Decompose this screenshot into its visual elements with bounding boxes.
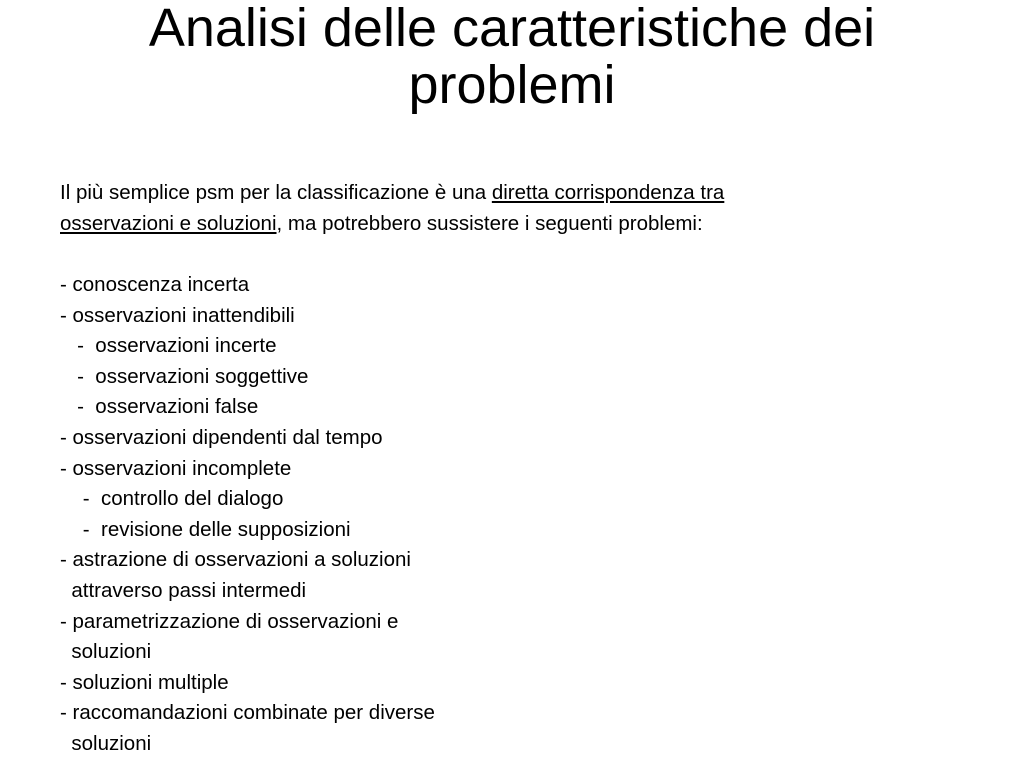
intro-text-start: Il più semplice psm per la classificazione è una	[60, 181, 492, 204]
problem-list	[60, 270, 960, 760]
problem-line: soluzioni	[60, 640, 152, 664]
problem-line: - osservazioni incerte	[60, 334, 277, 358]
problem-line: - parametrizzazione di osservazioni e	[60, 609, 399, 633]
problem-line: - osservazioni false	[60, 395, 259, 419]
problem-line: - soluzioni multiple	[60, 670, 229, 694]
intro-paragraph	[60, 178, 960, 239]
intro-text-end: , ma potrebbero sussistere i seguenti problemi:	[276, 211, 703, 235]
problem-line: - osservazioni dipendenti dal tempo	[60, 425, 383, 449]
intro-underlined-line-1: diretta corrispondenza tra	[491, 181, 725, 204]
problem-line: - osservazioni soggettive	[60, 364, 309, 388]
slide-title-line-2: problemi	[408, 55, 616, 115]
problem-line: - astrazione di osservazioni a soluzioni	[60, 548, 411, 572]
problem-line: - revisione delle supposizioni	[60, 517, 351, 541]
intro-underlined-line-2: osservazioni e soluzioni	[60, 211, 277, 235]
problem-line: - controllo del dialogo	[60, 487, 284, 511]
problem-line: - osservazioni inattendibili	[60, 303, 295, 327]
problem-line: soluzioni	[60, 731, 152, 755]
problem-line: - conoscenza incerta	[60, 273, 250, 296]
problem-line: - raccomandazioni combinate per diverse	[60, 701, 435, 725]
problem-line: - osservazioni incomplete	[60, 456, 292, 480]
problem-line: attraverso passi intermedi	[60, 578, 307, 602]
slide-title-line-1: Analisi delle caratteristiche dei	[148, 0, 876, 58]
slide-title	[0, 0, 1024, 114]
